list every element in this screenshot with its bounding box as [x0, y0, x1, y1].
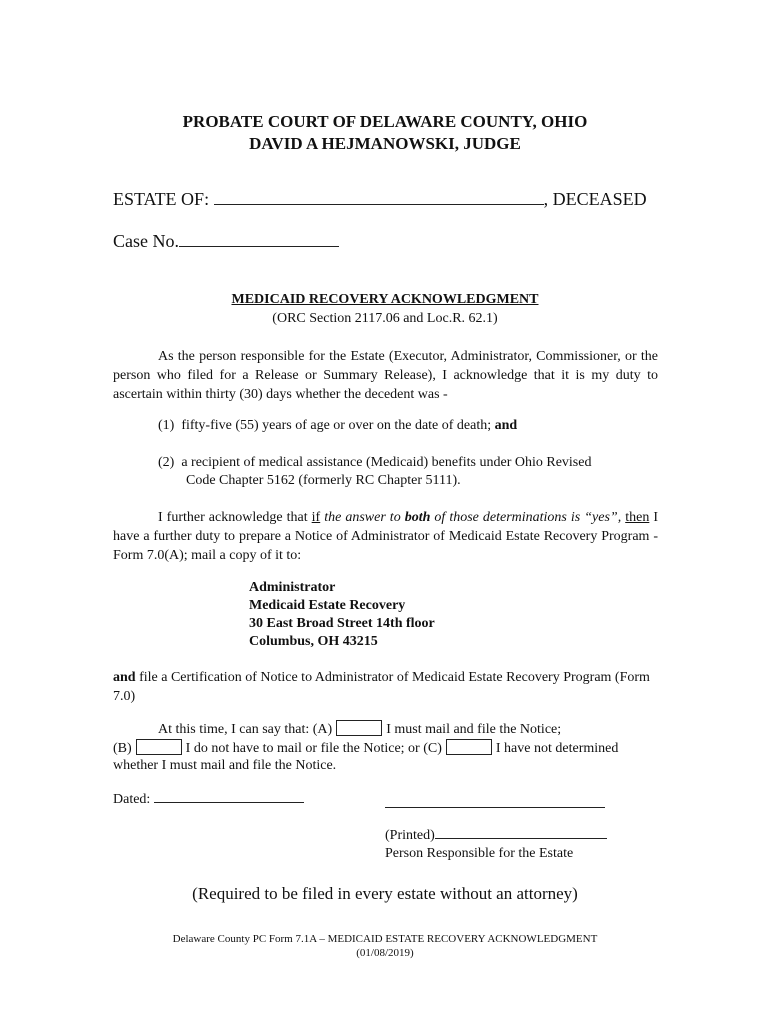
file-text: file a Certification of Notice to Administrator of Medicaid Estate Recovery Program (Form 7.0): [113, 670, 650, 704]
intro-paragraph: As the person responsible for the Estate (Executor, Administrator, Commissioner, or the person who filed for a Release or Summary Release), I acknowledge that it is my duty to ascertain within thirty (30) days whether the decedent was -: [113, 349, 658, 402]
judge-name: DAVID A HEJMANOWSKI, JUDGE: [249, 134, 521, 153]
estate-name-field[interactable]: [214, 204, 544, 205]
file-and: and: [113, 670, 136, 685]
option-b-prefix: (B): [113, 741, 132, 756]
option-b-checkbox[interactable]: [136, 739, 182, 755]
printed-line: [385, 828, 607, 844]
option-a-line: [158, 720, 561, 738]
list-item: [158, 455, 591, 471]
dated-line: [113, 792, 304, 808]
list-item: [158, 418, 517, 434]
court-title: PROBATE COURT OF DELAWARE COUNTY, OHIO: [182, 112, 588, 131]
footer-date: (01/08/2019): [356, 947, 414, 959]
item-number: (1): [158, 418, 175, 433]
further-then: then: [625, 510, 650, 525]
option-c-checkbox[interactable]: [446, 739, 492, 755]
item-number: (2): [158, 455, 175, 470]
form-subtitle: (ORC Section 2117.06 and Loc.R. 62.1): [272, 311, 498, 326]
further-text: of those determinations is “yes”,: [434, 510, 622, 525]
estate-label: ESTATE OF:: [113, 189, 210, 209]
dated-label: Dated:: [113, 792, 151, 807]
footer-form-id: Delaware County PC Form 7.1A – MEDICAID ESTATE RECOVERY ACKNOWLEDGMENT: [172, 933, 598, 945]
option-a-checkbox[interactable]: [336, 720, 382, 736]
further-if: if: [311, 510, 321, 525]
signature-field[interactable]: [385, 807, 605, 808]
option-a-label: I must mail and file the Notice;: [386, 722, 562, 737]
further-text: I have a further duty to prepare a Notice of Administrator of Medicaid Estate Recovery Program - Form 7.0(A); mail a copy of it to:: [113, 510, 659, 563]
item-text-continued: Code Chapter 5162 (formerly RC Chapter 5111).: [186, 473, 461, 488]
item-text: fifty-five (55) years of age or over on the date of death;: [181, 418, 492, 433]
case-number-field[interactable]: [179, 246, 339, 247]
date-field[interactable]: [154, 802, 304, 803]
option-c-continued: whether I must mail and file the Notice.: [113, 758, 337, 773]
address-line: 30 East Broad Street 14th floor: [249, 616, 435, 631]
address-line: Medicaid Estate Recovery: [249, 598, 406, 613]
required-note: (Required to be filed in every estate without an attorney): [192, 884, 578, 903]
form-title: MEDICAID RECOVERY ACKNOWLEDGMENT: [231, 292, 539, 307]
file-paragraph: [113, 668, 658, 706]
case-label: Case No.: [113, 231, 179, 251]
estate-line: [113, 189, 647, 210]
further-text: I further acknowledge that: [158, 510, 308, 525]
case-number-line: [113, 231, 339, 252]
further-both: both: [404, 510, 431, 525]
item-and: and: [494, 418, 518, 433]
further-text: the answer to: [324, 510, 401, 525]
deceased-label: , DECEASED: [543, 189, 647, 209]
address-block: [249, 579, 435, 651]
printed-label: (Printed): [385, 828, 435, 843]
option-c-label: I have not determined: [495, 741, 619, 756]
item-text: a recipient of medical assistance (Medicaid) benefits under Ohio Revised: [181, 455, 592, 470]
option-b-line: [113, 739, 618, 757]
address-line: Columbus, OH 43215: [249, 634, 378, 649]
option-b-label: I do not have to mail or file the Notice; or (C): [185, 741, 442, 756]
at-this-time-label: At this time, I can say that: (A): [158, 722, 333, 737]
printed-name-field[interactable]: [435, 838, 607, 839]
address-line: Administrator: [249, 580, 336, 595]
person-responsible-label: Person Responsible for the Estate: [385, 846, 574, 861]
further-paragraph: [113, 508, 658, 565]
